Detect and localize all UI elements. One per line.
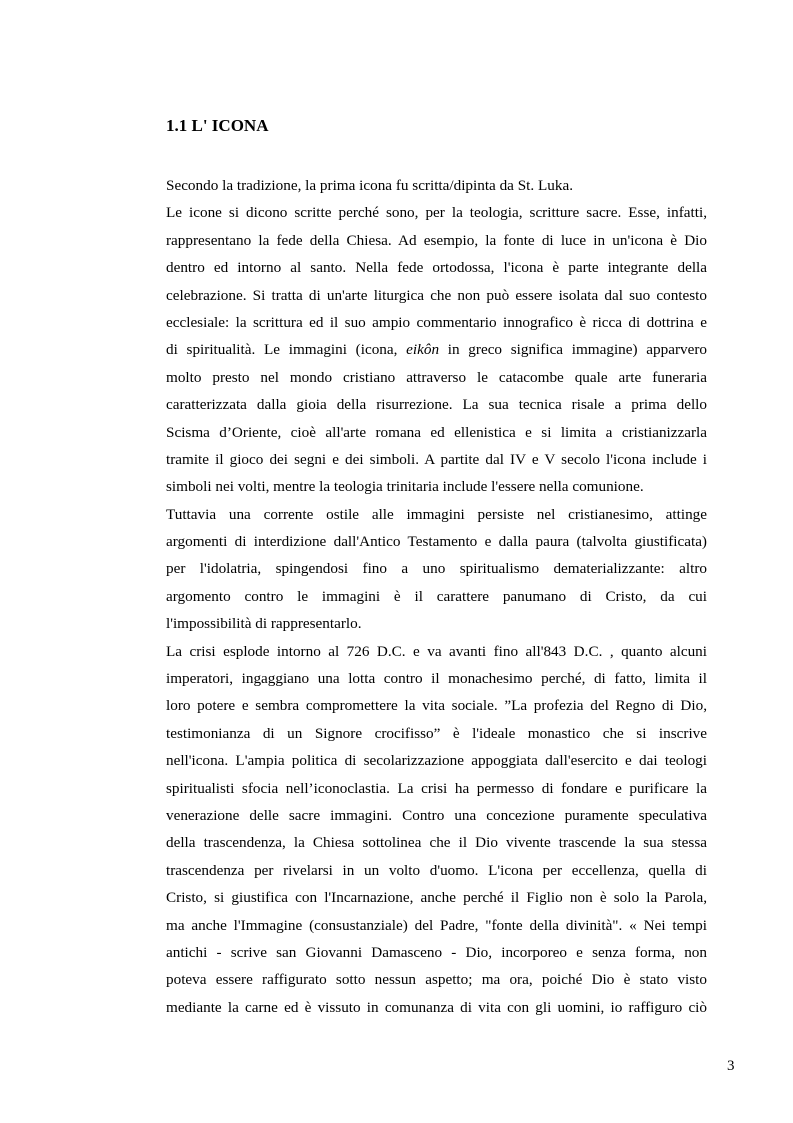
text-line: nell'icona. L'ampia politica di secolarizzazione appoggiata dall'esercito e dai teologi <box>166 752 707 770</box>
text-line: Tuttavia una corrente ostile alle immagini persiste nel cristianesimo, attinge <box>166 505 707 523</box>
text-line: per l'idolatria, spingendosi fino a uno spiritualismo dematerializzante: altro <box>166 560 707 578</box>
text-line: La crisi esplode intorno al 726 D.C. e va avanti fino all'843 D.C. , quanto alcuni <box>166 642 707 660</box>
text-line: ecclesiale: la scrittura ed il suo ampio commentario innografico è ricca di dottrina e <box>166 313 707 331</box>
section-heading <box>166 116 268 136</box>
text-line: della trascendenza, la Chiesa sottolinea che il Dio vivente trascende la sua stessa <box>166 834 707 852</box>
text-line: dentro ed intorno al santo. Nella fede ortodossa, l'icona è parte integrante della <box>166 259 707 277</box>
italic-term: eikôn <box>406 341 440 359</box>
text-line: Secondo la tradizione, la prima icona fu scritta/dipinta da St. Luka. <box>166 177 573 194</box>
text-line: imperatori, ingaggiano una lotta contro il monachesimo perché, di fatto, limita il <box>166 670 707 688</box>
text-line: antichi - scrive san Giovanni Damasceno - Dio, incorporeo e senza forma, non <box>166 943 707 961</box>
text-line <box>166 336 707 363</box>
text-line: trascendenza per rivelarsi in un volto d'uomo. L'icona per eccellenza, quella di <box>166 861 707 879</box>
text-line: Le icone si dicono scritte perché sono, per la teologia, scritture sacre. Esse, infatti, <box>166 204 707 222</box>
text-line: Scisma d’Oriente, cioè all'arte romana ed ellenistica e si limita a cristianizzarla <box>166 423 707 441</box>
text-line: spiritualisti sfocia nell’iconoclastia. La crisi ha permesso di fondare e purificare la <box>166 779 707 797</box>
section-title: L' ICONA <box>191 116 269 135</box>
text-line: argomento contro le immagini è il carattere panumano di Cristo, da cui <box>166 587 707 605</box>
text-line: ma anche l'Immagine (consustanziale) del Padre, "fonte della divinità". « Nei tempi <box>166 916 707 934</box>
page-number: 3 <box>727 1058 735 1074</box>
text-line: rappresentano la fede della Chiesa. Ad esempio, la fonte di luce in un'icona è Dio <box>166 231 707 249</box>
text-line: mediante la carne ed è vissuto in comunanza di vita con gli uomini, io raffiguro ciò <box>166 998 707 1016</box>
text-line: caratterizzata dalla gioia della risurrezione. La sua tecnica risale a prima dello <box>166 396 707 414</box>
text-line: testimonianza di un Signore crocifisso” è l'ideale monastico che si inscrive <box>166 724 707 742</box>
text-segment: di spiritualità. Le immagini (icona, <box>166 341 407 359</box>
text-segment: in greco significa immagine) apparvero <box>439 341 707 359</box>
section-number: 1.1 <box>166 116 188 135</box>
text-line: venerazione delle sacre immagini. Contro una concezione puramente speculativa <box>166 806 707 824</box>
text-line: Cristo, si giustifica con l'Incarnazione, anche perché il Figlio non è solo la Parola, <box>166 889 707 907</box>
body-text <box>166 172 707 1021</box>
text-line: argomenti di interdizione dall'Antico Testamento e dalla paura (talvolta giustificata) <box>166 533 707 551</box>
text-line: tramite il gioco dei segni e dei simboli. A partite dal IV e V secolo l'icona include i <box>166 450 707 468</box>
text-line: molto presto nel mondo cristiano attraverso le catacombe quale arte funeraria <box>166 368 707 386</box>
text-line: simboli nei volti, mentre la teologia trinitaria include l'essere nella comunione. <box>166 478 644 496</box>
text-line: celebrazione. Si tratta di un'arte liturgica che non può essere isolata dal suo contesto <box>166 286 707 304</box>
text-line: poteva essere raffigurato sotto nessun aspetto; ma ora, poiché Dio è stato visto <box>166 971 707 989</box>
text-line: loro potere e sembra compromettere la vita sociale. ”La profezia del Regno di Dio, <box>166 697 707 715</box>
text-line: l'impossibilità di rappresentarlo. <box>166 615 362 633</box>
